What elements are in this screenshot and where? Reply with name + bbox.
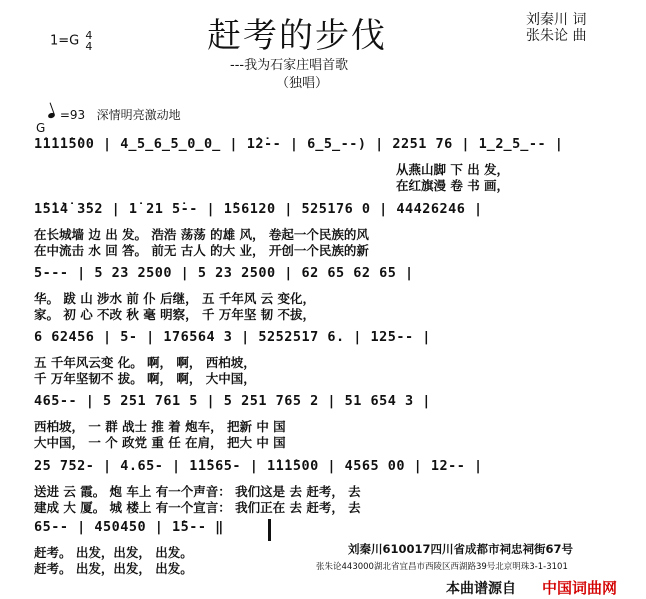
key-label: 1=G: [50, 33, 80, 49]
lyric-line-verse-2: 家。 初 心 不改 秋 毫 明察， 千 万年坚 韧 不拔，: [34, 307, 316, 322]
song-subtitle: ---我为石家庄唱首歌: [230, 58, 349, 73]
lyric-line-verse-1: 西柏坡， 一 群 战士 推 着 炮车， 把新 中 国: [34, 419, 286, 434]
lyric-line-verse-2: 在红旗漫 卷 书 画，: [396, 178, 510, 193]
notation-line: 25 752- | 4.65- | 1̇1̇565- | 1̇1̇1̇500 | 4565 00 | 12-- |: [34, 458, 483, 474]
lyric-line-verse-2: 在中流击 水 回 答。 前无 古人 的大 业， 开创一个民族的新: [34, 243, 369, 258]
lyric-line-verse-1: 从燕山脚 下 出 发，: [396, 162, 510, 177]
lyric-line-verse-2: 建成 大 厦。 城 楼上 有一个宣言： 我们正在 去 赶考， 去: [34, 500, 361, 515]
tempo-marking: [48, 106, 181, 123]
time-signature: [85, 30, 92, 52]
lyricist-address: 刘秦川610017四川省成都市祠忠祠街67号: [348, 542, 574, 556]
lyric-line-verse-1: 送进 云 霞。 炮 车上 有一个声音： 我们这是 去 赶考， 去: [34, 484, 361, 499]
source-label: 本曲谱源自: [446, 581, 516, 597]
song-title: 赶考的步伐: [207, 16, 387, 56]
lyricist-credit: 刘秦川 词: [526, 12, 587, 28]
composer-credit: 张朱论 曲: [526, 28, 587, 44]
notation-line: 5--- | 5 23 2500 | 5 23 2500 | 62 65 62 65 |: [34, 265, 414, 281]
lyric-line-verse-1: 赶考。 出发，出发， 出发。: [34, 545, 193, 560]
tempo-value: =93: [59, 108, 86, 122]
quarter-note-icon: [47, 112, 55, 119]
composer-address: 张朱论443000湖北省宜昌市西陵区西湖路39号北京明珠3-1-3101: [316, 562, 568, 572]
lyric-line-verse-1: 五 千年风云变 化。 啊， 啊， 西柏坡，: [34, 355, 256, 370]
lyric-line-verse-1: 在长城墙 边 出 发。 浩浩 荡荡 的雄 风， 卷起一个民族的风: [34, 227, 369, 242]
site-brand: 中国词曲网: [542, 579, 618, 597]
notation-line: 65-- | 450450 | 1̇5-- ‖: [34, 519, 224, 535]
lyric-line-verse-2: 千 万年坚韧不 拔。 啊， 啊， 大中国，: [34, 371, 256, 386]
notation-line: 1̇5̇1̇4̇ 3̇52 | 1̇ 21 5̇-- | 1̇56120 | 525176 0 | 44426246 |: [34, 201, 483, 217]
lyric-line-verse-2: 大中国， 一 个 政党 重 任 在肩， 把大 中 国: [34, 435, 286, 450]
lyric-line-verse-2: 赶考。 出发，出发， 出发。: [34, 561, 193, 576]
lyric-line-verse-1: 华。 跋 山 涉水 前 仆 后继， 五 千年风 云 变化，: [34, 291, 316, 306]
performance-type: （独唱）: [276, 76, 329, 91]
notation-line: 465-- | 5 251 761 5 | 5 251 765 2 | 51 654 3 |: [34, 393, 431, 409]
time-sig-bottom: 4: [85, 40, 93, 53]
final-barline: [268, 519, 271, 541]
notation-line: 1̇1̇1̇1̇5̇00 | 4̲5̲6̲5̲0̲0̲ | 1̇2̇-- | 6̲5̲--) | 2251 76 | 1̲2̲5̲-- |: [34, 136, 564, 152]
time-sig-top: 4: [85, 29, 93, 42]
chord-label: G: [36, 121, 46, 135]
notation-line: 6 62456 | 5- | 176564 3 | 5252517 6. | 125-- |: [34, 329, 431, 345]
key-signature: [50, 30, 92, 52]
tempo-expression: 深情明亮激动地: [96, 108, 181, 122]
